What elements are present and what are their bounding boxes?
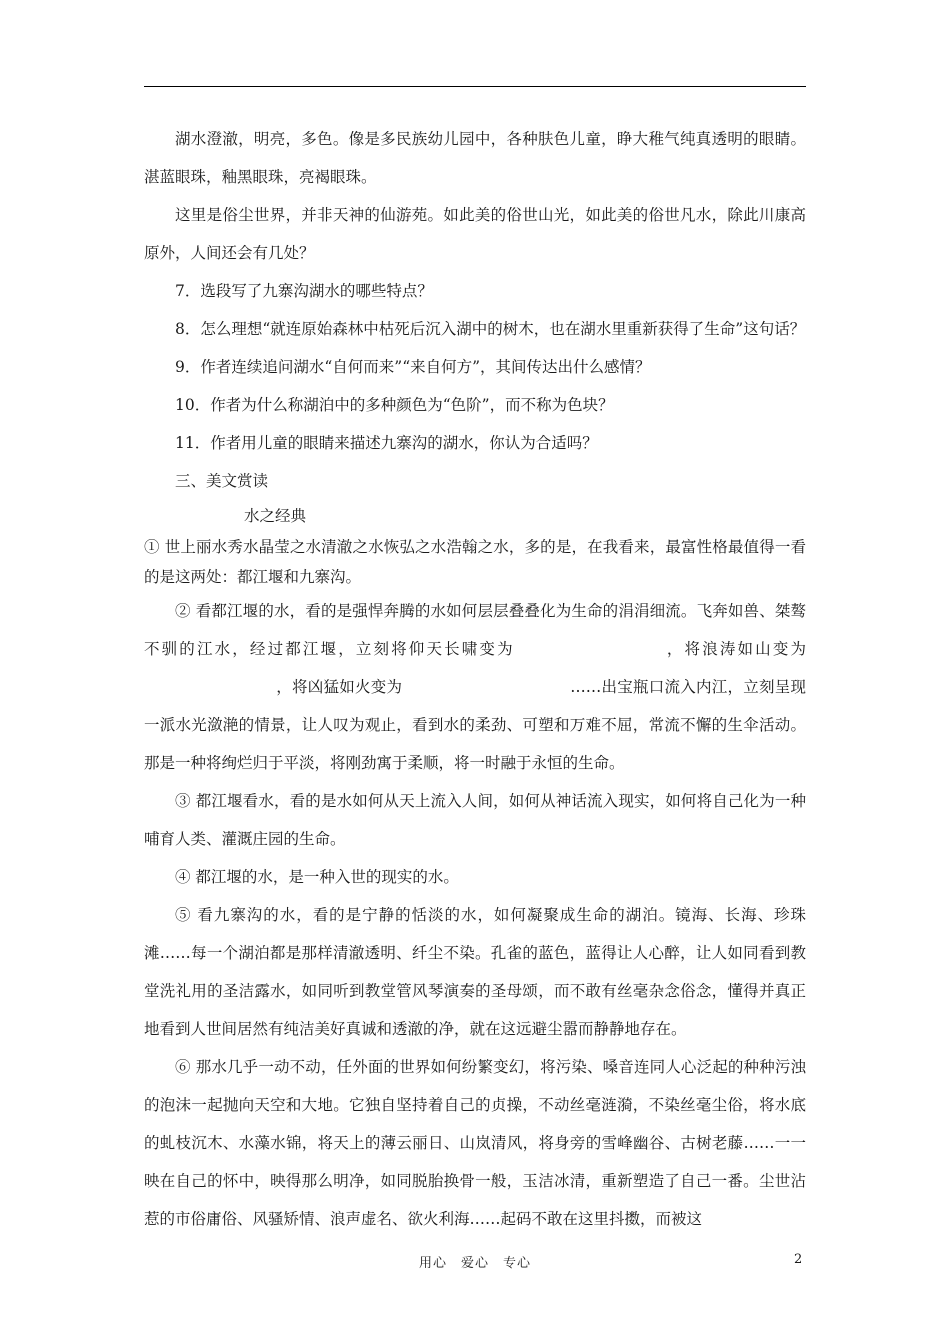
question-10: 10．作者为什么称湖泊中的多种颜色为“色阶”，而不称为色块？ — [175, 396, 614, 414]
article-paragraph-4: ④ 都江堰的水，是一种入世的现实的水。 — [175, 868, 459, 886]
header-rule — [144, 86, 806, 87]
article-paragraph-2-part-d: ……出宝瓶口流入内江，立刻呈现一派水光潋滟的情景，让人叹为观止，看到水的柔劲、可塑和万难不屈，常流不懈的生伞活动。那是一种将绚烂归于平淡，将刚劲寓于柔顺，将一时融于永恒的生命。 — [144, 678, 806, 772]
article-paragraph-2-part-b: ，将浪涛如山变为 — [664, 640, 806, 658]
article-paragraph-2-part-a: ② 看都江堰的水，看的是强悍奔腾的水如何层层叠叠化为生命的涓涓细流。飞奔如兽、桀骜不驯的江水，经过都江堰，立刻将仰天长啸变为 — [144, 602, 806, 658]
question-8: 8．怎么理想“就连原始森林中枯死后沉入湖中的树木，也在湖水里重新获得了生命”这句话？ — [175, 320, 806, 338]
section-heading: 三、美文赏读 — [175, 472, 269, 490]
article-paragraph-5: ⑤ 看九寨沟的水，看的是宁静的恬淡的水，如何凝聚成生命的湖泊。镜海、长海、珍珠滩……每一个湖泊都是那样清澈透明、纤尘不染。孔雀的蓝色，蓝得让人心醉，让人如同看到教堂洗礼用的圣洁露水，如同听到教堂管风琴演奏的圣母颂，而不敢有丝毫杂念俗念，懂得并真正地看到人世间居然有纯洁美好真诚和透澈的净，就在这远避尘嚣而静静地存在。 — [144, 906, 806, 1038]
footer-motto: 用心 爱心 专心 — [418, 1256, 531, 1271]
paragraph-lake-colors: 湖水澄澈，明亮，多色。像是多民族幼儿园中，各种肤色儿童，睁大稚气纯真透明的眼睛。湛蓝眼珠，釉黑眼珠，亮褐眼珠。 — [144, 130, 806, 186]
article-paragraph-3: ③ 都江堰看水，看的是水如何从天上流入人间，如何从神话流入现实，如何将自己化为一种哺育人类、灌溉庄园的生命。 — [144, 792, 806, 848]
question-7: 7．选段写了九寨沟湖水的哪些特点？ — [175, 282, 433, 300]
paragraph-secular-world: 这里是俗尘世界，并非天神的仙游苑。如此美的俗世山光，如此美的俗世凡水，除此川康高原外，人间还会有几处？ — [144, 206, 806, 262]
question-9: 9．作者连续追问湖水“自何而来”“来自何方”，其间传达出什么感情？ — [175, 358, 651, 376]
article-paragraph-1: ① 世上丽水秀水晶莹之水清澈之水恢弘之水浩翰之水，多的是，在我看来，最富性格最值得一看的是这两处：都江堰和九寨沟。 — [144, 538, 806, 586]
article-paragraph-2-part-c: ，将凶猛如火变为 — [276, 678, 403, 696]
page-number: 2 — [794, 1252, 803, 1267]
article-paragraph-2 — [144, 592, 806, 782]
article-title: 水之经典 — [244, 507, 307, 525]
question-11: 11．作者用儿童的眼睛来描述九寨沟的湖水，你认为合适吗？ — [175, 434, 598, 452]
article-paragraph-6: ⑥ 那水几乎一动不动，任外面的世界如何纷繁变幻，将污染、嗓音连同人心泛起的种种污浊的泡沫一起抛向天空和大地。它独自坚持着自己的贞操，不动丝毫涟漪，不染丝毫尘俗，将水底的虬枝沉木、水藻水锦，将天上的薄云丽日、山岚清风，将身旁的雪峰幽谷、古树老藤……一一映在自己的怀中，映得那么明净，如同脱胎换骨一般，玉洁冰清，重新塑造了自己一番。尘世沾惹的市俗庸俗、风骚矫情、浪声虚名、欲火利海……起码不敢在这里抖擞，而被这 — [144, 1058, 806, 1228]
document-body — [144, 120, 806, 1238]
